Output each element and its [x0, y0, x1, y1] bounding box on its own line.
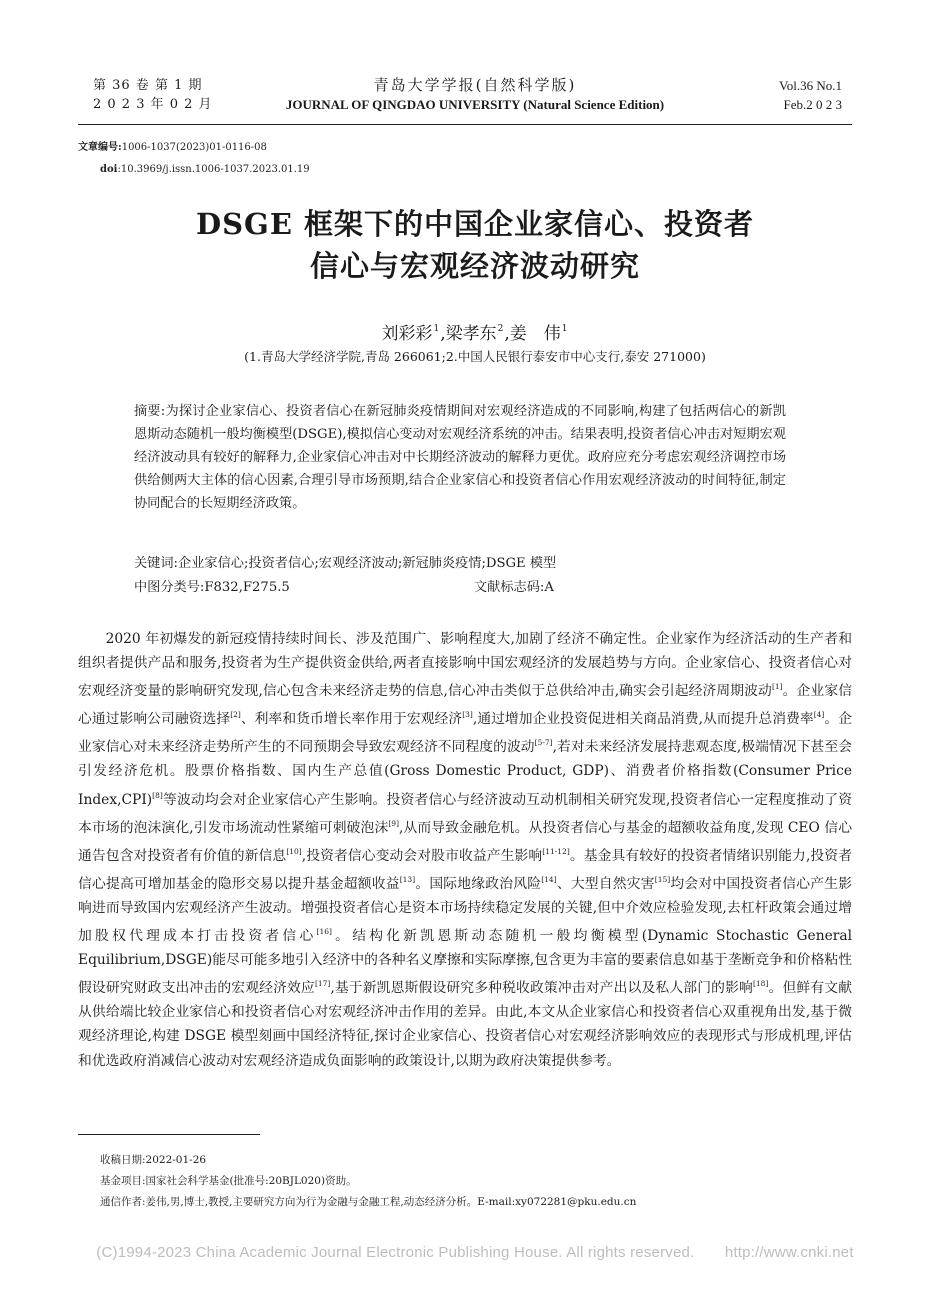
paper-title-line-1: DSGE 框架下的中国企业家信心、投资者 — [195, 207, 755, 241]
doi-label: doi — [100, 164, 118, 175]
body-sentence: 。基金具有较好的投资者情绪识别能力,投资者信心提高可增加基金的隐形交易以提升基金超额收益 — [78, 847, 852, 892]
header-divider — [78, 124, 852, 125]
citation-ref: [1] — [771, 682, 783, 692]
header-vol-no: Vol.36 No.1 — [779, 78, 842, 93]
citation-ref: [16] — [316, 927, 332, 937]
citation-ref: [4] — [813, 710, 825, 720]
footnote-divider — [78, 1134, 260, 1135]
affiliations: (1.青岛大学经济学院,青岛 266061;2.中国人民银行泰安市中心支行,泰安 271000) — [244, 349, 706, 364]
paper-title-line-2: 信心与宏观经济波动研究 — [309, 249, 640, 283]
author-3: ,姜 伟 — [504, 324, 561, 344]
body-sentence: ,投资者信心变动会对股市收益产生影响 — [301, 847, 543, 864]
cnki-copyright-watermark: (C)1994-2023 China Academic Journal Electronic Publishing House. All rights reserved. http://www.cnki.net — [96, 1244, 854, 1261]
footnote-funding: 基金项目:国家社会科学基金(批准号:20BJL020)资助。 — [100, 1175, 357, 1187]
body-sentence: 。国际地缘政治风险 — [415, 875, 542, 892]
citation-ref: [3] — [462, 710, 473, 720]
body-sentence: 。结构化新凯恩斯动态随机一般均衡模型(Dynamic Stochastic General Equilibrium,DSGE)能尽可能多地引入经济中的各种名义摩擦和实际摩擦,包含更为丰富的要素信息如基于垄断竞争和价格粘性假设研究财政支出冲击的宏观经济效应 — [78, 928, 853, 997]
keywords: 关键词:企业家信心;投资者信心;宏观经济波动;新冠肺炎疫情;DSGE 模型 — [134, 556, 557, 571]
citation-ref: [9] — [388, 818, 399, 828]
author-2-affil-mark: 2 — [497, 324, 504, 334]
body-sentence: 2020 年初爆发的新冠疫情持续时间长、涉及范围广、影响程度大,加剧了经济不确定性。企业家作为经济活动的生产者和组织者提供产品和服务,投资者为生产提供资金供给,两者直接影响中国宏观经济的发展趋势与方向。企业家信心、投资者信心对宏观经济变量的影响研究发现,信心包含未来经济走势的信息,信心冲击类似于总供给冲击,确实会引起经济周期波动 — [78, 631, 852, 700]
citation-ref: [5-7] — [534, 738, 553, 748]
header-date: 2 0 2 3 年 0 2 月 — [93, 97, 213, 112]
citation-ref: [10] — [286, 846, 302, 856]
footnote-corresponding-author: 通信作者:姜伟,男,博士,教授,主要研究方向为行为金融与金融工程,动态经济分析。E-mail:xy072281@pku.edu.cn — [100, 1196, 637, 1208]
abstract-text: 摘要:为探讨企业家信心、投资者信心在新冠肺炎疫情期间对宏观经济造成的不同影响,构建了包括两信心的新凯恩斯动态随机一般均衡模型(DSGE),模拟信心变动对宏观经济系统的冲击。结果表明,投资者信心冲击对短期宏观经济波动具有较好的解释力,企业家信心冲击对中长期经济波动的解释力更优。政府应充分考虑宏观经济调控市场供给侧两大主体的信心因素,合理引导市场预期,结合企业家信心和投资者信心作用宏观经济波动的时间特征,制定协同配合的长短期经济政策。 — [134, 404, 786, 511]
article-number — [78, 140, 267, 156]
introduction-paragraph — [78, 627, 852, 1073]
citation-ref: [17] — [314, 979, 331, 989]
citation-ref: [15] — [654, 874, 671, 884]
author-2: ,梁孝东 — [440, 324, 497, 344]
header-month-year: Feb.2 0 2 3 — [783, 97, 842, 112]
journal-name-cn: 青岛大学学报(自然科学版) — [373, 76, 577, 94]
citation-ref: [2] — [230, 710, 241, 720]
body-sentence: ,从而导致金融危机。从投资者信心与基金的超额收益角度,发现 CEO 信心通告包含对投资者有价值的新信息 — [78, 819, 852, 864]
author-list — [0, 317, 950, 346]
paper-title — [0, 203, 950, 287]
body-sentence: 、大型自然灾害 — [556, 875, 655, 892]
body-sentence: 等波动均会对企业家信心产生影响。投资者信心与经济波动互动机制相关研究发现,投资者信心一定程度推动了资本市场的泡沫演化,引发市场流动性紧缩可刺破泡沫 — [78, 791, 852, 836]
journal-name-en: JOURNAL OF QINGDAO UNIVERSITY (Natural Science Edition) — [285, 97, 665, 112]
body-sentence: 、利率和货币增长率作用于宏观经济 — [240, 711, 463, 728]
clc-number: 中图分类号:F832,F275.5 — [134, 580, 290, 595]
document-code: 文献标志码:A — [474, 580, 554, 595]
body-sentence: 。企业家信心通过影响公司融资选择 — [78, 683, 853, 728]
citation-ref: [18] — [752, 979, 769, 989]
abstract — [134, 400, 786, 515]
body-sentence: 。企业家信心对未来经济走势所产生的不同预期会导致宏观经济不同程度的波动 — [78, 711, 852, 756]
body-sentence: ,若对未来经济发展持悲观态度,极端情况下甚至会引发经济危机。股票价格指数、国内生产总值(Gross Domestic Product, GDP)、消费者价格指数(Consumer Price Index,CPI) — [78, 739, 852, 808]
article-number-value: 1006-1037(2023)01-0116-08 — [121, 142, 267, 153]
citation-ref: [13] — [399, 874, 416, 884]
citation-ref: [14] — [541, 874, 557, 884]
introduction-text — [78, 627, 852, 1073]
body-sentence: 。但鲜有文献从供给端比较企业家信心和投资者信心对宏观经济冲击作用的差异。由此,本文从企业家信心和投资者信心双重视角出发,基于微观经济理论,构建 DSGE 模型刻画中国经济特征,探讨企业家信心、投资者信心对宏观经济影响效应的表现形式与形成机理,评估和优选政府消减信心波动对宏观经济造成负面影响的政策设计,以期为政府决策提供参考。 — [78, 980, 853, 1069]
author-1: 刘彩彩 — [381, 324, 433, 344]
article-number-label: 文章编号: — [78, 142, 122, 153]
header-vol-info — [779, 76, 842, 114]
body-sentence: ,通过增加企业投资促进相关商品消费,从而提升总消费率 — [472, 711, 814, 728]
author-1-affil-mark: 1 — [433, 324, 440, 334]
author-3-affil-mark: 1 — [561, 324, 568, 334]
doi-value: :10.3969/j.issn.1006-1037.2023.01.19 — [117, 164, 310, 175]
body-sentence: 均会对中国投资者信心产生影响进而导致国内宏观经济产生波动。增强投资者信心是资本市场持续稳定发展的关键,但中介效应检验发现,去杠杆政策会通过增加股权代理成本打击投资者信心 — [78, 875, 853, 945]
citation-ref: [11-12] — [542, 846, 570, 856]
footnote-received-date: 收稿日期:2022-01-26 — [100, 1154, 207, 1166]
article-doi — [100, 162, 310, 178]
citation-ref: [8] — [152, 790, 163, 800]
header-volume-issue: 第 36 卷 第 1 期 — [93, 78, 203, 93]
body-sentence: ,基于新凯恩斯假设研究多种税收政策冲击对产出以及私人部门的影响 — [330, 980, 753, 997]
